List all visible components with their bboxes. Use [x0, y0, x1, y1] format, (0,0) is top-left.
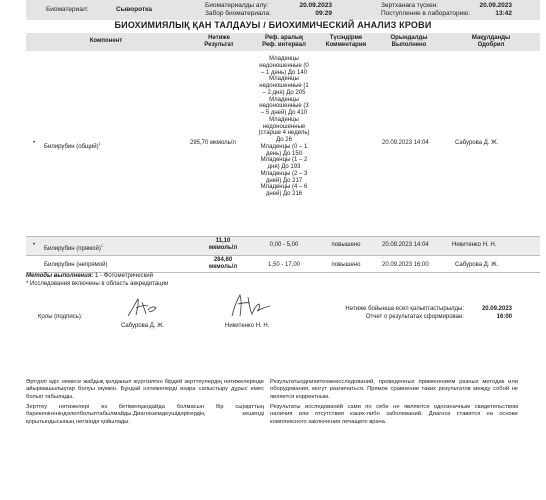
- row-done: 20.09.2023 14:04: [382, 242, 429, 248]
- row-comment: повышено: [331, 242, 361, 248]
- col-ref-ru: Реф. интервал: [262, 41, 306, 48]
- col-result-ru: Результат: [204, 41, 234, 48]
- row-approved: Никитенко Н. Н.: [452, 242, 497, 248]
- col-done-kz: Орындалды: [390, 35, 428, 41]
- ref-line: недоношенные: [262, 123, 306, 130]
- sampling-date: 20.09.2023: [299, 2, 332, 9]
- signer-1-name: Сабурова Д. Ж.: [121, 323, 165, 329]
- ref-line: недоношенные (0: [259, 62, 309, 69]
- col-result: [186, 33, 252, 51]
- footer-kz-1: Әртүрлі әдіс немесе жабдық қолданып жүргізілген бірдей зерттеулердің нәтижелерінде айырмашылықтар болуы мүмкін. Бұндай нәтижелерді өзара салыстыру дұрыс емес болып табылады.: [26, 379, 264, 400]
- methods-label: Методы выполнения:: [26, 273, 94, 279]
- row-result: [196, 238, 250, 251]
- report-date: 20.09.2023: [481, 306, 512, 312]
- signature-label: Қолы (подпись):: [38, 314, 83, 320]
- ref-line: Младенцы: [269, 116, 299, 123]
- col-ref-kz: Реф. аралық: [264, 35, 304, 41]
- footer-ru-2: Результаты исследований сами по себе не являются однозначным свидетельством наличия или отсутствия каких-либо заболеваний. Диагноз ставится на основе комплексного заключения лечащего врача.: [270, 404, 518, 425]
- col-ref: [252, 33, 316, 51]
- row-ref: 0,00 - 5,00: [269, 242, 299, 248]
- row-comment: повышено: [331, 262, 361, 268]
- ref-line: Младенцы (1 – 2: [260, 157, 308, 164]
- row-name: [44, 140, 101, 151]
- row-approved: Сабурова Д. Ж.: [455, 262, 499, 268]
- col-comment-kz: Түсіндірме: [329, 35, 363, 41]
- ref-line: (старше 4 недель): [258, 130, 310, 137]
- ref-line: дней) До 216: [265, 191, 303, 197]
- ref-line: дня) До 193: [267, 164, 301, 170]
- col-done: [376, 33, 442, 51]
- biomaterial-value: Сыворотка: [116, 6, 152, 13]
- ref-line: – 2 дня) До 205: [262, 89, 306, 96]
- col-done-ru: Выполнено: [391, 41, 427, 48]
- row-name-text: Билирубин (прямой): [44, 246, 101, 252]
- report-time: 16:00: [496, 314, 512, 320]
- signature-2-image: [228, 292, 278, 320]
- footer-ru-1: Результатыоднихитехжеисследований, проведенных применением разных методик или оборудования, могут различаться. Прямое сравнение таких результатов между собой не является корректным.: [270, 379, 518, 400]
- row-result-unit: мкмоль/л: [208, 263, 238, 270]
- row-name: [44, 242, 103, 253]
- ref-line: недоношенные (3: [259, 103, 309, 110]
- col-approved: [442, 33, 540, 51]
- col-result-kz: Нәтиже: [208, 35, 230, 41]
- footer-kz-2: Зерттеу нәтижелері өз бетіменқандайда болмасын бір сырқаттың барекеніненіндәлелболыптабылмайды.Диагноземдеушідәрігердің кешенді қорытындысының негізінде қойылады.: [26, 404, 264, 425]
- ref-line: Младенцы (4 – 6: [260, 184, 308, 191]
- signature-1-image: [124, 296, 164, 320]
- received-label-ru: Поступление в лабораторию:: [381, 10, 470, 17]
- ref-line: недоношенные (1: [259, 83, 309, 89]
- methods-item: 1 - Фотометрический: [93, 273, 153, 279]
- row-result-value: 284,60: [213, 257, 233, 263]
- row-result-value: 11,10: [215, 238, 231, 244]
- col-comment: [316, 33, 376, 51]
- row-done: 20.09.2023 14:04: [382, 140, 429, 146]
- row-marker: •: [33, 140, 36, 146]
- received-label-kz: Зертханаға түскен:: [381, 2, 439, 9]
- report-label-kz: Нәтиже бойынша есеп қалыптастырылды:: [345, 306, 464, 312]
- methods-section: [26, 273, 168, 288]
- row-marker: •: [33, 242, 36, 248]
- ref-line: Младенцы: [269, 96, 299, 103]
- accreditation-note: * Исследования включены в область аккредитации: [26, 280, 169, 287]
- biomaterial-label: Биоматериал:: [46, 6, 89, 13]
- ref-line: Младенцы (2 – 3: [260, 170, 308, 177]
- col-approved-ru: Одобрил: [477, 41, 505, 48]
- report-label-ru: Отчет о результатах сформирован:: [365, 314, 464, 320]
- row-name-text: Билирубин (непрямой): [44, 262, 108, 268]
- row-name-sup: 1: [100, 243, 104, 248]
- ref-line: Младенцы: [269, 56, 299, 62]
- row-ref: 1,50 - 17,00: [267, 262, 301, 268]
- ref-interval-list: [253, 56, 315, 198]
- row-approved: Сабурова Д. Ж.: [455, 140, 499, 146]
- ref-line: Младенцы (0 – 1: [260, 143, 308, 150]
- row-result: 295,70 мкмоль/л: [190, 140, 236, 146]
- methods-line: [26, 273, 168, 281]
- row-result-unit: мкмоль/л: [208, 244, 238, 251]
- row-divider: [26, 255, 540, 256]
- row-result: [196, 257, 250, 270]
- ref-line: – 1 день) До 140: [260, 69, 308, 76]
- col-comment-ru: Комментарии: [325, 41, 367, 48]
- received-date: 20.09.2023: [479, 2, 512, 9]
- sampling-label-ru: Забор биоматериала:: [205, 10, 271, 17]
- ref-line: дней) До 217: [265, 177, 303, 184]
- row-done: 20.09.2023 16:00: [382, 262, 429, 268]
- ref-line: До 26: [276, 137, 292, 143]
- sampling-label-kz: Биоматериалды алу:: [205, 2, 269, 9]
- ref-line: день) До 150: [265, 150, 303, 157]
- ref-line: – 5 дней) До 410: [260, 110, 308, 116]
- received-time: 13:42: [495, 10, 512, 17]
- signer-2-name: Никитенко Н. Н.: [225, 323, 270, 329]
- page-title: БИОХИМИЯЛЫҚ ҚАН ТАЛДАУЫ / БИОХИМИЧЕСКИЙ АНАЛИЗ КРОВИ: [114, 20, 432, 30]
- col-approved-kz: Мақұлданды: [471, 35, 511, 41]
- row-name-text: Билирубин (общий): [44, 144, 99, 150]
- row-name: [44, 262, 107, 269]
- col-component: Компонент: [26, 33, 186, 51]
- sampling-time: 09:29: [315, 10, 332, 17]
- ref-line: Младенцы: [269, 76, 299, 83]
- row-name-sup: 1: [98, 141, 101, 146]
